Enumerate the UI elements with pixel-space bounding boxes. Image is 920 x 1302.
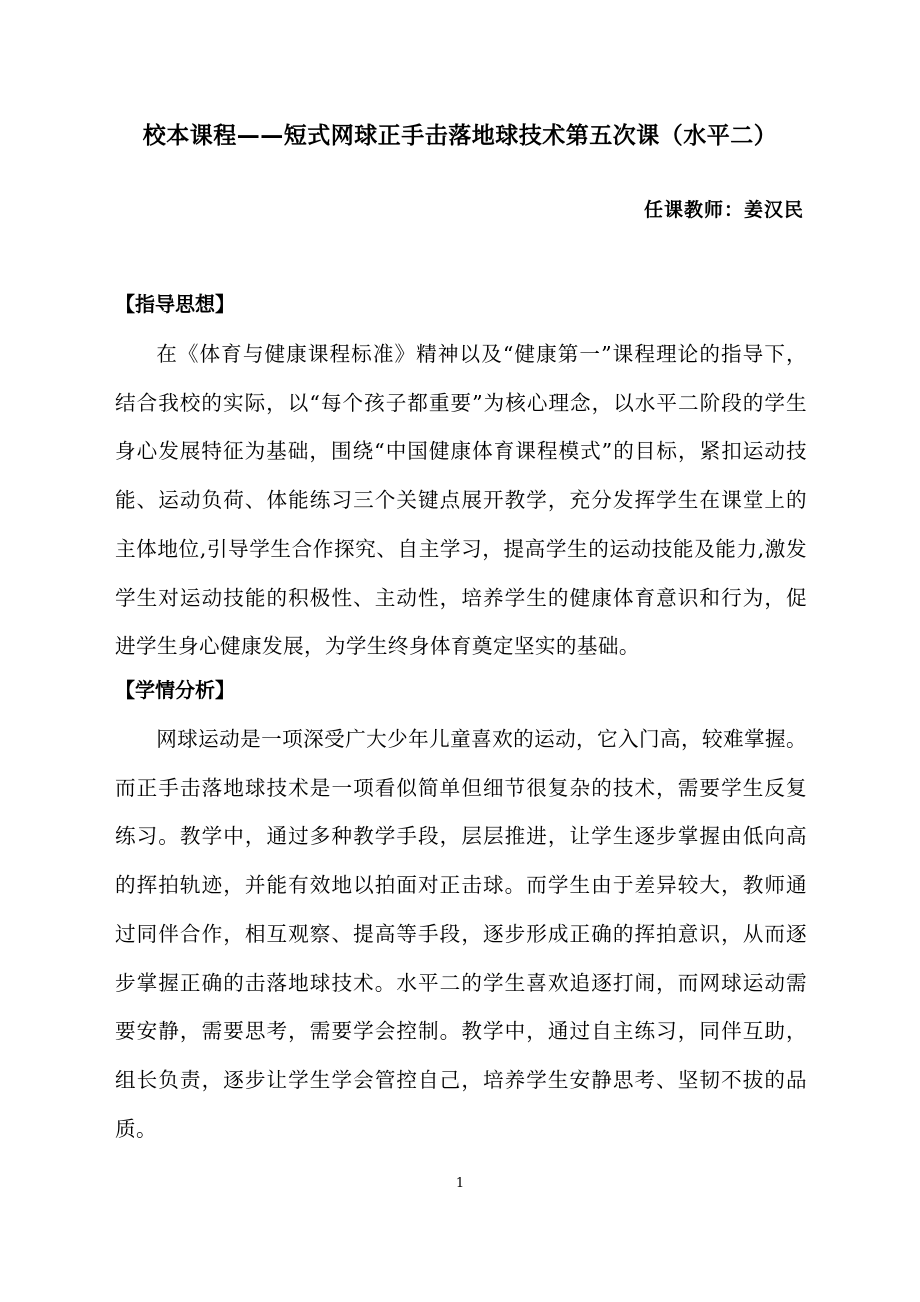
section-paragraph-learner-analysis: 网球运动是一项深受广大少年儿童喜欢的运动，它入门高，较难掌握。而正手击落地球技术是一项看似简单但细节很复杂的技术，需要学生反复练习。教学中，通过多种教学手段，层层推进，让学生逐步掌握由低向高的挥拍轨迹，并能有效地以拍面对正击球。而学生由于差异较大，教师通过同伴合作，相互观察、提高等手段，逐步形成正确的挥拍意识，从而逐步掌握正确的击落地球技术。水平二的学生喜欢追逐打闹，而网球运动需要安静，需要思考，需要学会控制。教学中，通过自主练习，同伴互助，组长负责，逐步让学生学会管控自己，培养学生安静思考、坚韧不拔的品质。 — [115, 727, 807, 1141]
section-heading-guiding-ideology: 【指导思想】 — [115, 292, 235, 316]
teacher-name: 任课教师：姜汉民 — [643, 199, 804, 221]
section-paragraph-guiding-ideology: 在《体育与健康课程标准》精神以及“健康第一”课程理论的指导下，结合我校的实际，以“每个孩子都重要”为核心理念，以水平二阶段的学生身心发展特征为基础，围绕“中国健康体育课程模式”的目标，紧扣运动技能、运动负荷、体能练习三个关键点展开教学，充分发挥学生在课堂上的主体地位,引导学生合作探究、自主学习，提高学生的运动技能及能力,激发学生对运动技能的积极性、主动性，培养学生的健康体育意识和行为，促进学生身心健康发展，为学生终身体育奠定坚实的基础。 — [115, 342, 807, 659]
section-heading-learner-analysis: 【学情分析】 — [115, 678, 235, 702]
document-title: 校本课程——短式网球正手击落地球技术第五次课（水平二） — [142, 123, 778, 149]
page-number: 1 — [455, 1176, 465, 1191]
